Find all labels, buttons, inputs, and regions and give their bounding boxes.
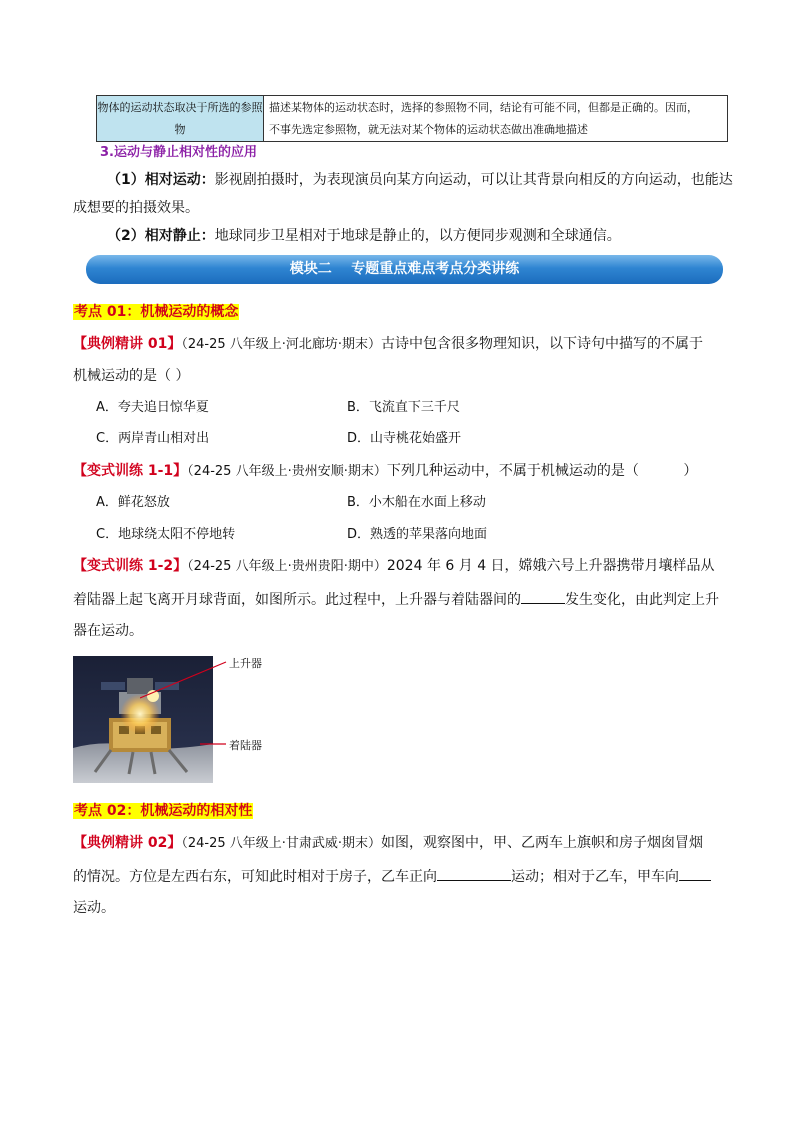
relative-rest-label: （2）相对静止：	[107, 228, 215, 244]
question-3-text: 2024 年 6 月 4 日，嫦娥六号上升器携带月壤样品从	[386, 558, 715, 574]
module-banner: 模块二 专题重点难点考点分类讲练	[86, 255, 723, 284]
option-1a: A．夸夫追日惊华夏	[96, 400, 209, 415]
key-point-2	[73, 801, 253, 821]
question-3-source: （24-25 八年级上·贵州贵阳·期中）	[187, 559, 387, 574]
option-1c: C．两岸青山相对出	[96, 431, 210, 446]
callout-lander: 着陆器	[229, 739, 262, 752]
question-2	[73, 461, 697, 482]
question-1-tag: 【典例精讲 01】	[73, 336, 182, 352]
question-4-source: （24-25 八年级上·甘肃武威·期末）	[181, 836, 382, 851]
concept-table	[96, 95, 728, 142]
option-2b: B．小木船在水面上移动	[347, 495, 486, 510]
question-1	[73, 334, 703, 355]
section-heading: 3.运动与静止相对性的应用	[100, 145, 257, 160]
question-3-cont	[73, 589, 719, 610]
question-3-cont-c: 器在运动。	[73, 623, 143, 639]
option-2c: C．地球绕太阳不停地转	[96, 527, 236, 542]
question-4-cont-c: 运动。	[73, 900, 115, 916]
question-4	[73, 833, 703, 854]
question-3-cont-a: 着陆器上起飞离开月球背面，如图所示。此过程中，上升器与着陆器间的	[73, 592, 521, 608]
key-point-2-label: 考点 02：机械运动的相对性	[74, 803, 253, 819]
relative-motion-label: （1）相对运动：	[107, 172, 215, 188]
table-description-line-1: 描述某物体的运动状态时，选择的参照物不同，结论有可能不同，但都是正确的。因而，	[269, 101, 698, 114]
question-4-text: 如图，观察图中，甲、乙两车上旗帜和房子烟囱冒烟	[381, 835, 704, 851]
question-4-cont-a: 的情况。方位是左西右东，可知此时相对于房子，乙车正向	[73, 869, 437, 885]
answer-blank-1[interactable]	[437, 866, 511, 881]
option-2a: A．鲜花怒放	[96, 495, 170, 510]
callout-ascender: 上升器	[229, 657, 262, 670]
answer-blank[interactable]	[521, 589, 565, 604]
question-2-text: 下列几种运动中，不属于机械运动的是（ ）	[386, 463, 698, 479]
relative-motion-text: 影视剧拍摄时，为表现演员向某方向运动，可以让其背景向相反的方向运动，也能达	[214, 172, 733, 188]
question-3-tag: 【变式训练 1-2】	[73, 558, 188, 574]
question-2-source: （24-25 八年级上·贵州安顺·期末）	[187, 464, 387, 479]
question-1-text: 古诗中包含很多物理知识，以下诗句中描写的不属于	[381, 336, 704, 352]
paragraph-relative-motion	[107, 170, 733, 190]
table-description-line-2: 不事先选定参照物，就无法对某个物体的运动状态做出准确地描述	[269, 123, 588, 136]
question-3-cont-b: 发生变化，由此判定上升	[565, 592, 719, 608]
question-2-tag: 【变式训练 1-1】	[73, 463, 188, 479]
question-4-tag: 【典例精讲 02】	[73, 835, 182, 851]
key-point-1	[73, 302, 239, 322]
table-cell-description	[264, 96, 727, 141]
paragraph-relative-motion-cont: 成想要的拍摄效果。	[73, 200, 199, 216]
callout-lines	[140, 650, 240, 770]
question-4-cont-b: 运动；相对于乙车，甲车向	[511, 869, 679, 885]
key-point-1-label: 考点 01：机械运动的概念	[74, 304, 239, 320]
option-1d: D．山寺桃花始盛开	[347, 431, 462, 446]
option-2d: D．熟透的苹果落向地面	[347, 527, 488, 542]
question-1-source: （24-25 八年级上·河北廊坊·期末）	[181, 337, 382, 352]
answer-blank-2[interactable]	[679, 866, 711, 881]
relative-rest-text: 地球同步卫星相对于地球是静止的，以方便同步观测和全球通信。	[214, 228, 621, 244]
table-cell-concept: 物体的运动状态取决于所选的参照物	[97, 96, 264, 141]
question-1-cont: 机械运动的是（ ）	[73, 368, 190, 384]
question-4-cont	[73, 866, 711, 887]
question-3	[73, 556, 715, 577]
paragraph-relative-rest	[107, 226, 621, 246]
option-1b: B．飞流直下三千尺	[347, 400, 460, 415]
